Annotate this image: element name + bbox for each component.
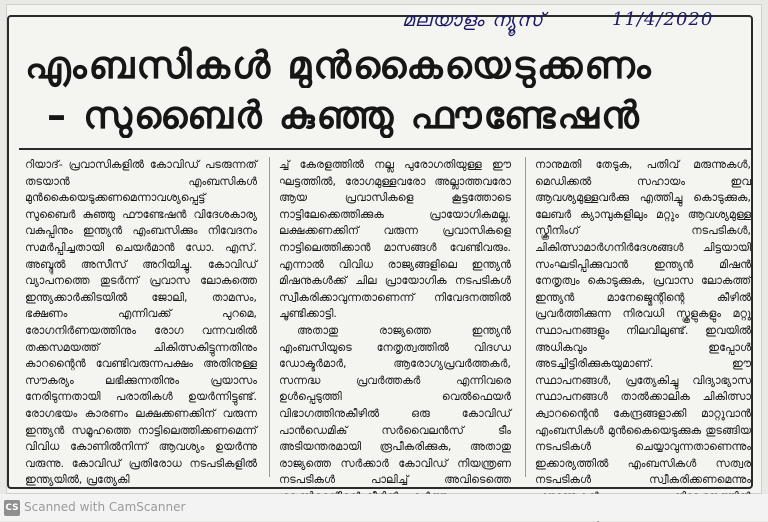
article-column-2 xyxy=(279,157,511,505)
column-2-text-b: അതാതു രാജ്യത്തെ ഇന്ത്യൻ എംബസിയുടെ നേതൃത്വത്തിൽ വിദഗ്ധ ഡോക്ടർമാർ, ആരോഗ്യപ്രവർത്തകർ, സന്നദ്ധ പ്രവർത്തകർ എന്നിവരെ ഉൾപ്പെടുത്തി വെൽഫെയർ വിഭാഗത്തിനുകീഴിൽ ഒരു കോവിഡ് പാൻഡെമിക് സർവൈലൻസ് ടീം അടിയന്തരമായി രൂപീകരിക്കുക, അതാതു രാജ്യത്തെ സർക്കാർ കോവിഡ് നിയന്ത്രണ നടപടികൾ പാലിച്ച് അവിടെത്തെ xyxy=(279,323,511,487)
column-1-text: റിയാദ്- പ്രവാസികളിൽ കോവിഡ് പടരുന്നത് തടയാൻ എംബസികൾ മുൻകൈയെടുക്കണമെന്നാവശ്യപ്പെട്ട് സുബൈർ കുഞ്ഞു ഫൗണ്ടേഷൻ വിദേശകാര്യ വകുപ്പിനും ഇന്ത്യൻ എംബസിക്കും നിവേദനം സമർപ്പിച്ചതായി ചെയർമാൻ ഡോ. എസ്. അബ്ദുൽ അസീസ് അറിയിച്ചു. കോവിഡ് വ്യാപനത്തെ തുടർന്ന് പ്രവാസ ലോകത്തെ ഇന്ത്യക്കാർക്കിടയിൽ ജോലി, താമസം, ഭക്ഷണം എന്നിവക്ക് പുറമെ, രോഗനിർണയത്തിനും രോഗ വന്നവരിൽ തക്കസമയത്ത് ചികിത്സകിട്ടുന്നതിനും കാറന്റൈൻ വേണ്ടിവരുന്നപക്ഷം അതിനുള്ള സൗകര്യം ലഭിക്കുന്നതിനും പ്രയാസം നേരിടുന്നതായി പരാതികൾ ഉയർന്നിട്ടുണ്ട്. രോഗഭയം കാരണം ലക്ഷക്കണക്കിന് വരുന്ന ഇന്ത്യൻ സമൂഹത്തെ നാട്ടിലെത്തിക്കണമെന്ന് വിവിധ കോണിൽനിന്ന് ആവശ്യം ഉയർന്നു വരുന്നു. കോവിഡ് പ്രതിരോധ നടപടികളിൽ ഇന്ത്യയിൽ, പ്രത്യേകി xyxy=(25,158,257,487)
scanner-watermark: Scanned with CamScanner xyxy=(24,500,186,514)
handwritten-date: 11/4/2020 xyxy=(612,9,714,30)
article-column-1 xyxy=(25,157,257,489)
handwritten-publication: മലയാളം ന്യൂസ് xyxy=(402,9,544,31)
article-column-3 xyxy=(535,157,751,522)
column-2-text-a: ച്ച് കേരളത്തിൽ നല്ല പുരോഗതിയുള്ള ഈ ഘട്ടത്തിൽ, രോഗമുള്ളവരോ അല്ലാത്തവരോ ആയ പ്രവാസികളെ കൂട്ടത്തോടെ നാട്ടിലേക്കെത്തിക്കുക പ്രായോഗികമല്ല. ലക്ഷക്കണക്കിന് വരുന്ന പ്രവാസികളെ നാട്ടിലെത്തിക്കാൻ മാസങ്ങൾ വേണ്ടിവരും. എന്നാൽ വിവിധ രാജ്യങ്ങളിലെ ഇന്ത്യൻ മിഷനുകൾക്ക് ചില പ്രായോഗിക നടപടികൾ സ്വീകരിക്കാവുന്നതാണെന്ന് നിവേദനത്തിൽ ചൂണ്ടിക്കാട്ടി. xyxy=(279,158,511,321)
headline-divider xyxy=(19,148,751,150)
column-separator xyxy=(525,157,526,477)
column-separator xyxy=(269,157,270,477)
headline-line-1: എംബസികൾ മുൻകൈയെടുക്കണം xyxy=(25,43,653,87)
scanner-footer xyxy=(0,494,768,521)
headline-line-2: – സുബൈർ കുഞ്ഞു ഫൗണ്ടേഷൻ xyxy=(47,93,641,137)
column-3-text: നാനുമതി തേടുക, പതിവ് മരുന്നുകൾ, മെഡിക്കൽ സഹായം ഇവ ആവശ്യമുള്ളവർക്കു എത്തിച്ചു കൊടുക്കുക, ലേബർ ക്യാമ്പുകളിലും മറ്റും ആവശ്യമുള്ള സ്ക്രീനിംഗ് നടപടികൾ, ചികിത്സാമാർഗനിർദേശങ്ങൾ ചിട്ടയായി സംഘടിപ്പിക്കുവാൻ ഇന്ത്യൻ മിഷൻ നേതൃത്വം കൊടുക്കുക, പ്രവാസ ലോകത്ത് ഇന്ത്യൻ മാനേജ്മെന്റിന്റെ കീഴിൽ പ്രവർത്തിക്കുന്ന നിരവധി സ്കൂളുകളും മറ്റു സ്ഥാപനങ്ങളും നിലവിലുണ്ട്. ഇവയിൽ അധികവും ഇപ്പോൾ അടച്ചിട്ടിരിക്കുകയുമാണ്. ഈ സ്ഥാപനങ്ങൾ, പ്രത്യേകിച്ചു വിദ്യാഭ്യാസ സ്ഥാപനങ്ങൾ താൽക്കാലിക ചികിത്സാ ക്വാറന്റൈൻ കേന്ദ്രങ്ങളാക്കി മാറ്റുവാൻ എംബസികൾ മുൻകൈയെടുക്കുക തുടങ്ങിയ നടപടികൾ ചെയ്യാവുന്നതാണെന്നും ഇക്കാര്യത്തിൽ എംബസികൾ സത്വര നടപടികൾ സ്വീകരിക്കണമെന്നും xyxy=(535,158,751,487)
camscanner-logo-icon: CS xyxy=(4,500,20,516)
newspaper-clipping xyxy=(6,4,762,494)
